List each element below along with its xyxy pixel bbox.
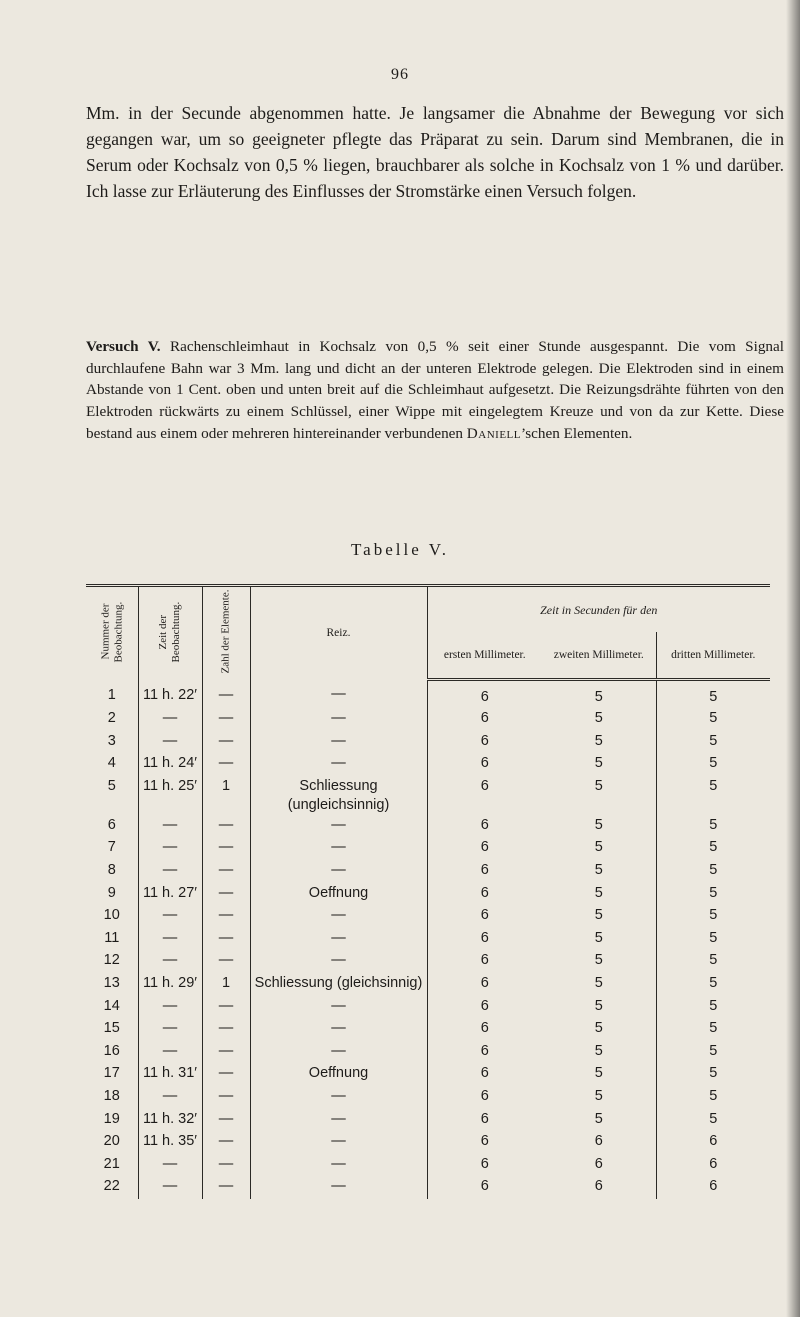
header-dritter: dritten Millimeter. xyxy=(656,632,770,679)
table-row xyxy=(86,1063,770,1086)
cell-nummer: 9 xyxy=(107,884,116,901)
experiment-paragraph xyxy=(86,336,784,445)
cell-dritter: 5 xyxy=(656,928,770,951)
cell-dritter: 5 xyxy=(656,731,770,754)
cell-zeit: — xyxy=(138,905,202,928)
cell-dritter: 5 xyxy=(656,973,770,996)
page-number: 96 xyxy=(391,66,409,83)
cell-zweiter: 5 xyxy=(594,907,603,924)
cell-zeit: 11 h. 31′ xyxy=(138,1063,202,1086)
cell-zahl: — xyxy=(202,837,250,860)
cell-nummer: 7 xyxy=(107,839,116,856)
cell-zahl: — xyxy=(202,928,250,951)
cell-zahl: — xyxy=(202,731,250,754)
cell-nummer: 19 xyxy=(103,1110,120,1127)
cell-zweiter: 5 xyxy=(594,1042,603,1059)
cell-erster: 6 xyxy=(427,708,542,731)
cell-zweiter: 5 xyxy=(594,732,603,749)
cell-dritter: 5 xyxy=(656,708,770,731)
cell-reiz: — xyxy=(250,928,427,951)
cell-dritter: 5 xyxy=(656,679,770,708)
cell-nummer: 20 xyxy=(103,1133,120,1150)
cell-dritter: 6 xyxy=(656,1131,770,1154)
cell-reiz: — xyxy=(250,905,427,928)
cell-zahl: — xyxy=(202,1176,250,1199)
cell-zeit: 11 h. 22′ xyxy=(138,679,202,708)
cell-erster: 6 xyxy=(427,1086,542,1109)
cell-reiz: — xyxy=(250,708,427,731)
cell-erster: 6 xyxy=(427,950,542,973)
cell-nummer: 8 xyxy=(107,862,116,879)
cell-erster: 6 xyxy=(427,679,542,708)
cell-zweiter: 5 xyxy=(594,755,603,772)
cell-dritter: 5 xyxy=(656,996,770,1019)
cell-reiz: Oeffnung xyxy=(250,1063,427,1086)
cell-zweiter: 5 xyxy=(594,710,603,727)
cell-erster: 6 xyxy=(427,905,542,928)
table-row xyxy=(86,731,770,754)
cell-dritter: 5 xyxy=(656,815,770,838)
table-row xyxy=(86,883,770,906)
cell-zweiter: 5 xyxy=(594,688,603,705)
cell-zweiter: 6 xyxy=(594,1155,603,1172)
cell-nummer: 21 xyxy=(103,1155,120,1172)
cell-erster: 6 xyxy=(427,815,542,838)
cell-nummer: 4 xyxy=(107,755,116,772)
cell-zahl: 1 xyxy=(202,973,250,996)
cell-dritter: 5 xyxy=(656,950,770,973)
cell-erster: 6 xyxy=(427,1176,542,1199)
cell-erster: 6 xyxy=(427,837,542,860)
cell-reiz: — xyxy=(250,815,427,838)
cell-reiz: Schliessung (ungleichsinnig) xyxy=(250,776,427,815)
cell-erster: 6 xyxy=(427,1041,542,1064)
cell-erster: 6 xyxy=(427,1154,542,1177)
cell-dritter: 5 xyxy=(656,1018,770,1041)
cell-erster: 6 xyxy=(427,996,542,1019)
cell-zahl: — xyxy=(202,1131,250,1154)
cell-nummer: 17 xyxy=(103,1065,120,1082)
experiment-text-a: Rachenschleimhaut in Kochsalz von 0,5 % seit einer Stunde ausgespannt. Die vom Signal durchlaufene Bahn war 3 Mm. lang und dicht an der unteren Elektrode gelegen. Die Elektroden sind in einem Abstande von 1 Cent. oben und unten breit auf die Schleimhaut aufgesetzt. Die Reizungsdrähte führten von den Elektroden rückwärts zu einem Schlüssel, einer Wippe mit eingelegtem Kreuze und von da zur Kette. Diese bestand aus einem oder mehreren hintereinander verbundenen xyxy=(86,338,784,442)
cell-nummer: 13 xyxy=(103,975,120,992)
cell-zahl: — xyxy=(202,1154,250,1177)
cell-nummer: 15 xyxy=(103,1020,120,1037)
cell-zweiter: 5 xyxy=(594,952,603,969)
table-row xyxy=(86,996,770,1019)
cell-zahl: — xyxy=(202,996,250,1019)
cell-zeit: 11 h. 25′ xyxy=(138,776,202,815)
cell-nummer: 10 xyxy=(103,907,120,924)
cell-zeit: — xyxy=(138,950,202,973)
cell-zeit: 11 h. 35′ xyxy=(138,1131,202,1154)
cell-zahl: — xyxy=(202,950,250,973)
table-row xyxy=(86,973,770,996)
table-title: Tabelle V. xyxy=(350,540,450,559)
cell-zahl: — xyxy=(202,1018,250,1041)
cell-reiz: — xyxy=(250,1041,427,1064)
cell-zeit: 11 h. 27′ xyxy=(138,883,202,906)
table-row xyxy=(86,860,770,883)
cell-zeit: — xyxy=(138,860,202,883)
table-row xyxy=(86,1041,770,1064)
table-row xyxy=(86,1109,770,1132)
table-row xyxy=(86,1154,770,1177)
cell-zahl: — xyxy=(202,815,250,838)
author-name: Daniell xyxy=(466,424,521,442)
cell-zweiter: 5 xyxy=(594,816,603,833)
header-zahl: Zahl der Elemente. xyxy=(202,586,250,680)
cell-dritter: 5 xyxy=(656,1041,770,1064)
cell-erster: 6 xyxy=(427,753,542,776)
cell-dritter: 5 xyxy=(656,905,770,928)
cell-erster: 6 xyxy=(427,883,542,906)
cell-zeit: — xyxy=(138,837,202,860)
cell-erster: 6 xyxy=(427,860,542,883)
cell-dritter: 5 xyxy=(656,860,770,883)
cell-nummer: 3 xyxy=(107,732,116,749)
cell-zweiter: 5 xyxy=(594,839,603,856)
cell-nummer: 11 xyxy=(104,929,120,946)
cell-zweiter: 5 xyxy=(594,975,603,992)
cell-zeit: — xyxy=(138,1086,202,1109)
cell-reiz: — xyxy=(250,1176,427,1199)
cell-nummer: 22 xyxy=(103,1178,120,1195)
cell-nummer: 5 xyxy=(107,777,116,794)
table-row xyxy=(86,837,770,860)
cell-reiz: — xyxy=(250,1131,427,1154)
table-row xyxy=(86,815,770,838)
cell-dritter: 5 xyxy=(656,776,770,815)
cell-zweiter: 6 xyxy=(594,1133,603,1150)
table-row xyxy=(86,708,770,731)
cell-erster: 6 xyxy=(427,973,542,996)
cell-erster: 6 xyxy=(427,1109,542,1132)
cell-zeit: — xyxy=(138,996,202,1019)
table-row xyxy=(86,950,770,973)
cell-dritter: 5 xyxy=(656,837,770,860)
cell-zweiter: 5 xyxy=(594,777,603,794)
page-edge-shadow xyxy=(786,0,800,1317)
cell-zweiter: 5 xyxy=(594,929,603,946)
table-body xyxy=(86,679,770,1199)
cell-zahl: — xyxy=(202,679,250,708)
cell-zeit: — xyxy=(138,1154,202,1177)
cell-reiz: — xyxy=(250,837,427,860)
cell-zahl: 1 xyxy=(202,776,250,815)
cell-erster: 6 xyxy=(427,776,542,815)
cell-zeit: 11 h. 32′ xyxy=(138,1109,202,1132)
cell-reiz: — xyxy=(250,679,427,708)
cell-zahl: — xyxy=(202,860,250,883)
cell-zahl: — xyxy=(202,1063,250,1086)
cell-zeit: 11 h. 24′ xyxy=(138,753,202,776)
cell-zweiter: 5 xyxy=(594,997,603,1014)
header-zeit: Zeit der Beobachtung. xyxy=(138,586,202,680)
cell-zeit: — xyxy=(138,928,202,951)
cell-dritter: 5 xyxy=(656,883,770,906)
table-row xyxy=(86,776,770,815)
cell-erster: 6 xyxy=(427,1131,542,1154)
cell-zahl: — xyxy=(202,1086,250,1109)
cell-reiz: — xyxy=(250,753,427,776)
header-reiz: Reiz. xyxy=(250,586,427,680)
cell-reiz: — xyxy=(250,731,427,754)
cell-zeit: — xyxy=(138,1018,202,1041)
cell-zweiter: 5 xyxy=(594,1088,603,1104)
cell-nummer: 16 xyxy=(103,1042,120,1059)
cell-zweiter: 5 xyxy=(594,1110,603,1127)
cell-dritter: 6 xyxy=(656,1154,770,1177)
cell-dritter: 5 xyxy=(656,1086,770,1109)
cell-reiz: — xyxy=(250,996,427,1019)
cell-zweiter: 6 xyxy=(594,1178,603,1195)
table-row xyxy=(86,1131,770,1154)
cell-nummer: 14 xyxy=(103,997,120,1014)
cell-zahl: — xyxy=(202,1109,250,1132)
cell-nummer: 6 xyxy=(107,816,116,833)
cell-erster: 6 xyxy=(427,731,542,754)
table-row xyxy=(86,753,770,776)
cell-reiz: Oeffnung xyxy=(250,883,427,906)
cell-zweiter: 5 xyxy=(594,862,603,879)
cell-reiz: — xyxy=(250,950,427,973)
cell-zeit: — xyxy=(138,708,202,731)
header-zeit-group: Zeit in Secunden für den xyxy=(427,586,770,633)
cell-zweiter: 5 xyxy=(594,1020,603,1037)
table-row xyxy=(86,1086,770,1109)
cell-erster: 6 xyxy=(427,1063,542,1086)
cell-zeit: — xyxy=(138,731,202,754)
cell-zweiter: 5 xyxy=(594,1065,603,1082)
cell-zeit: — xyxy=(138,1176,202,1199)
cell-dritter: 5 xyxy=(656,1063,770,1086)
table-row xyxy=(86,928,770,951)
cell-reiz: Schliessung (gleichsinnig) xyxy=(250,973,427,996)
cell-erster: 6 xyxy=(427,928,542,951)
table-row xyxy=(86,905,770,928)
cell-nummer: 1 xyxy=(107,687,116,703)
cell-nummer: 12 xyxy=(103,952,120,969)
cell-zahl: — xyxy=(202,905,250,928)
cell-dritter: 6 xyxy=(656,1176,770,1199)
cell-zahl: — xyxy=(202,883,250,906)
cell-zahl: — xyxy=(202,753,250,776)
cell-zweiter: 5 xyxy=(594,884,603,901)
cell-reiz: — xyxy=(250,1086,427,1109)
cell-zahl: — xyxy=(202,1041,250,1064)
experiment-heading: Versuch V. xyxy=(86,338,161,355)
experiment-text-b: ’schen Elementen. xyxy=(520,424,633,442)
cell-reiz: — xyxy=(250,1154,427,1177)
table-row xyxy=(86,679,770,708)
table-row xyxy=(86,1018,770,1041)
cell-nummer: 18 xyxy=(103,1088,120,1104)
data-table xyxy=(86,584,770,1199)
cell-zeit: — xyxy=(138,1041,202,1064)
cell-zeit: 11 h. 29′ xyxy=(138,973,202,996)
header-zweiter: zweiten Millimeter. xyxy=(542,632,656,679)
cell-reiz: — xyxy=(250,860,427,883)
cell-erster: 6 xyxy=(427,1018,542,1041)
cell-dritter: 5 xyxy=(656,753,770,776)
table-row xyxy=(86,1176,770,1199)
cell-dritter: 5 xyxy=(656,1109,770,1132)
header-nummer: Nummer der Beobachtung. xyxy=(86,586,138,680)
cell-zahl: — xyxy=(202,708,250,731)
body-paragraph: Mm. in der Secunde abgenommen hatte. Je langsamer die Abnahme der Bewegung vor sich gegangen war, um so geeigneter pflegte das Präparat zu sein. Darum sind Membranen, die in Serum oder Kochsalz von 0,5 % liegen, brauchbarer als solche in Kochsalz von 1 % und darüber. Ich lasse zur Erläuterung des Einflusses der Stromstärke einen Versuch folgen. xyxy=(86,103,784,201)
cell-zeit: — xyxy=(138,815,202,838)
header-erster: ersten Millimeter. xyxy=(427,632,542,679)
cell-reiz: — xyxy=(250,1109,427,1132)
cell-reiz: — xyxy=(250,1018,427,1041)
cell-nummer: 2 xyxy=(107,710,116,727)
